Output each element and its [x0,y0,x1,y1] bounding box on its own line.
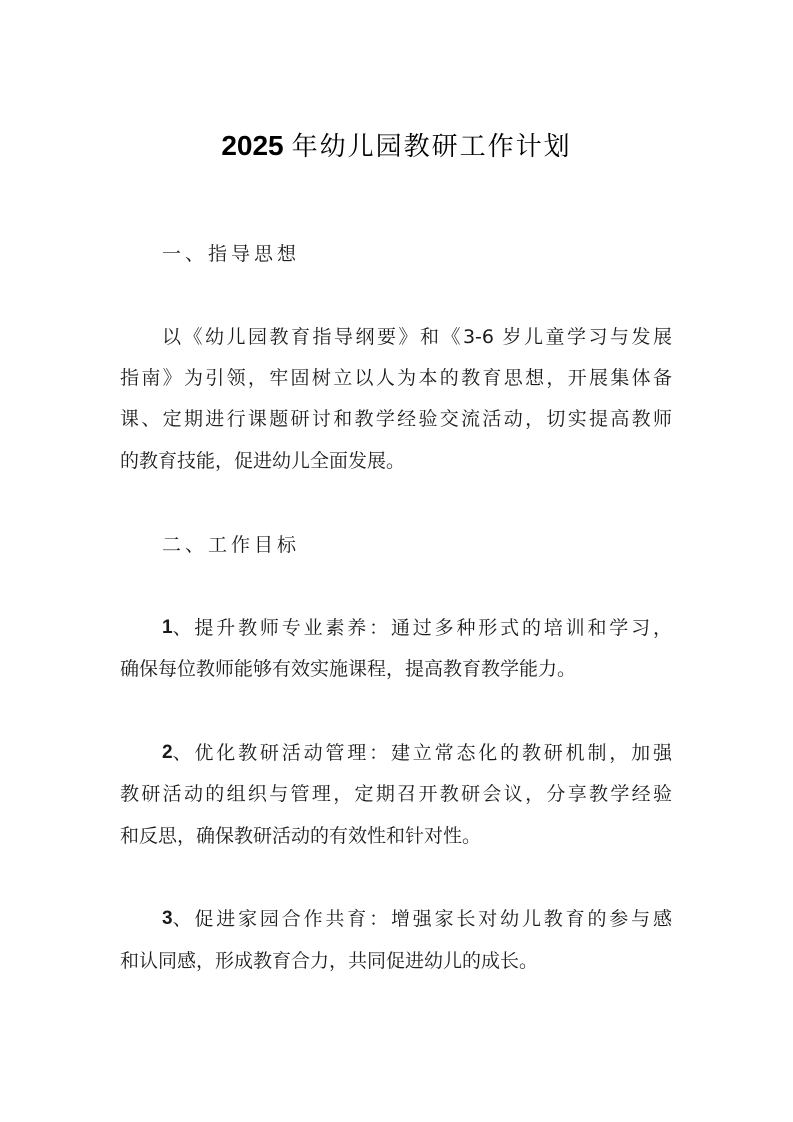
paragraph-line: 的教育技能，促进幼儿全面发展。 [120,450,406,472]
paragraph-line: 、优化教研活动管理：建立常态化的教研机制，加强 [172,742,672,764]
goal-1-line-1 [162,616,672,640]
paragraph-line: 和反思，确保教研活动的有效性和针对性。 [120,825,482,847]
paragraph-line: 、提升教师专业素养：通过多种形式的培训和学习， [172,617,672,639]
section-heading-guiding-ideology: 一、指导思想 [162,243,301,265]
section-heading-work-goals: 二、工作目标 [162,534,301,556]
title-text: 年幼儿园教研工作计划 [291,132,572,162]
paragraph-line: 教研活动的组织与管理，定期召开教研会议，分享教学经验 [120,783,672,805]
goal-2-line-1 [162,741,672,765]
title-year: 2025 [221,130,284,161]
goal-number: 1 [162,617,173,638]
paragraph-line: 和认同感，形成教育合力，共同促进幼儿的成长。 [120,950,539,972]
paragraph-line: 以《幼儿园教育指导纲要》和《3-6 岁儿童学习与发展 [162,326,672,348]
paragraph-line: 确保每位教师能够有效实施课程，提高教育教学能力。 [120,658,577,680]
paragraph-line: 、促进家园合作共育：增强家长对幼儿教育的参与感 [172,908,672,930]
goal-number: 2 [162,742,173,763]
paragraph-line: 课、定期进行课题研讨和教学经验交流活动，切实提高教师 [120,408,672,430]
goal-number: 3 [162,908,173,929]
document-title [0,126,793,163]
paragraph-line: 指南》为引领，牢固树立以人为本的教育思想，开展集体备 [120,367,672,389]
goal-3-line-1 [162,907,672,931]
